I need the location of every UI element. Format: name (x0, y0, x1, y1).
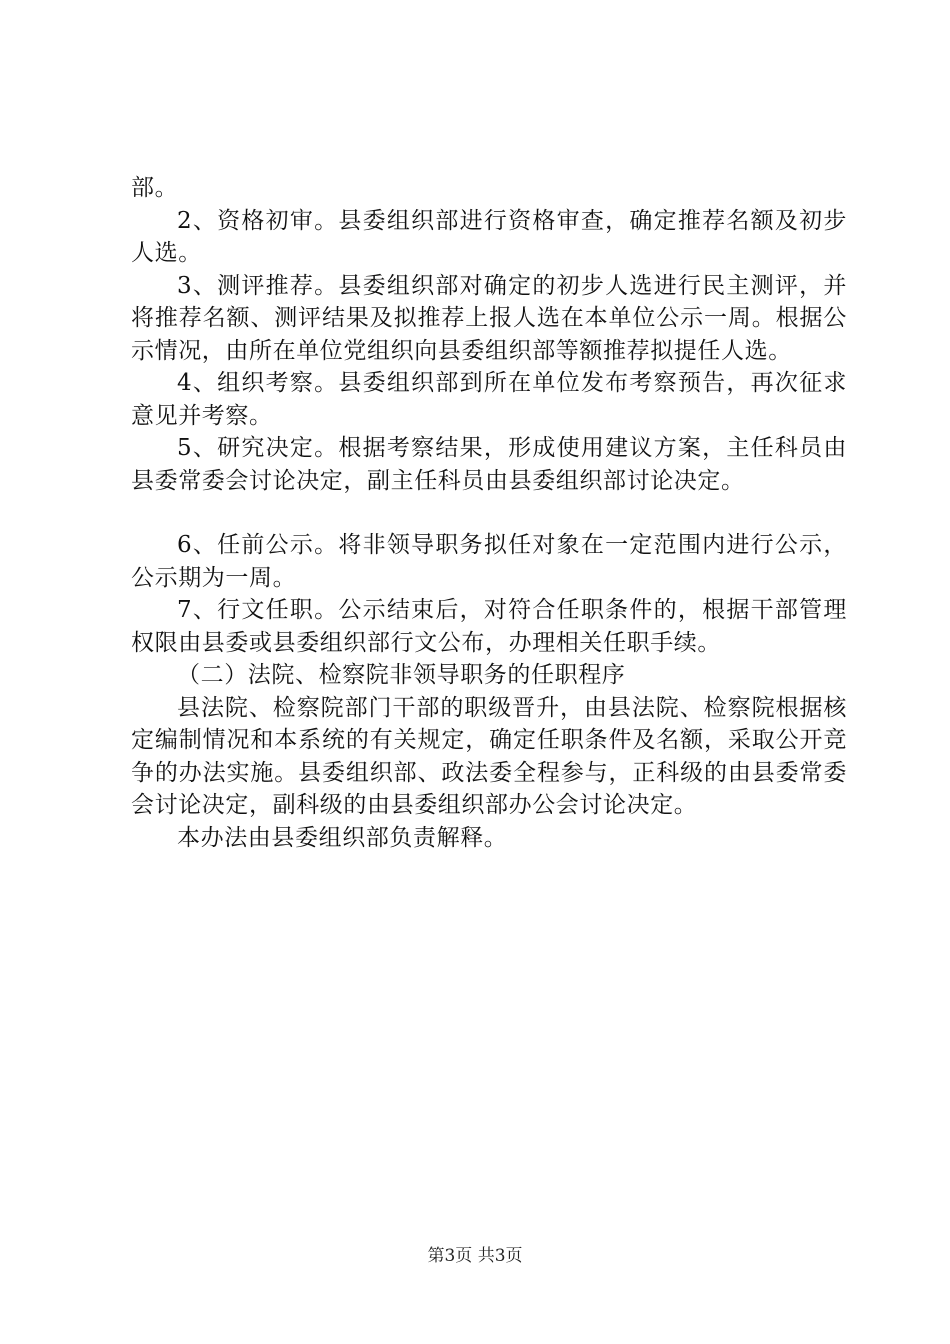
section-heading: （二）法院、检察院非领导职务的任职程序 (177, 662, 626, 688)
paragraph-step-6: 6、任前公示。将非领导职务拟任对象在一定范围内进行公示，公示期为一周。 (131, 532, 847, 591)
paragraph-court-procedure: 县法院、检察院部门干部的职级晋升，由县法院、检察院根据核定编制情况和本系统的有关规定，确定任职条件及名额，采取公开竞争的办法实施。县委组织部、政法委全程参与，正科级的由县委常委会讨论决定，副科级的由县委组织部办公会讨论决定。 (131, 694, 847, 818)
paragraph-step-2: 2、资格初审。县委组织部进行资格审查，确定推荐名额及初步人选。 (131, 207, 847, 266)
paragraph-step-5: 5、研究决定。根据考察结果，形成使用建议方案，主任科员由县委常委会讨论决定，副主任科员由县委组织部讨论决定。 (131, 435, 847, 494)
paragraph-step-4: 4、组织考察。县委组织部到所在单位发布考察预告，再次征求意见并考察。 (131, 370, 847, 429)
paragraph-gap (131, 497, 847, 529)
paragraph-continuation: 部。 (131, 175, 179, 201)
paragraph-step-7: 7、行文任职。公示结束后，对符合任职条件的，根据干部管理权限由县委或县委组织部行文公布，办理相关任职手续。 (131, 597, 847, 656)
paragraph-interpretation: 本办法由县委组织部负责解释。 (177, 824, 508, 851)
document-body (131, 172, 847, 854)
paragraph-step-3: 3、测评推荐。县委组织部对确定的初步人选进行民主测评，并将推荐名额、测评结果及拟推荐上报人选在本单位公示一周。根据公示情况，由所在单位党组织向县委组织部等额推荐拟提任人选。 (131, 272, 847, 364)
page-footer: 第3页 共3页 (427, 1246, 523, 1266)
